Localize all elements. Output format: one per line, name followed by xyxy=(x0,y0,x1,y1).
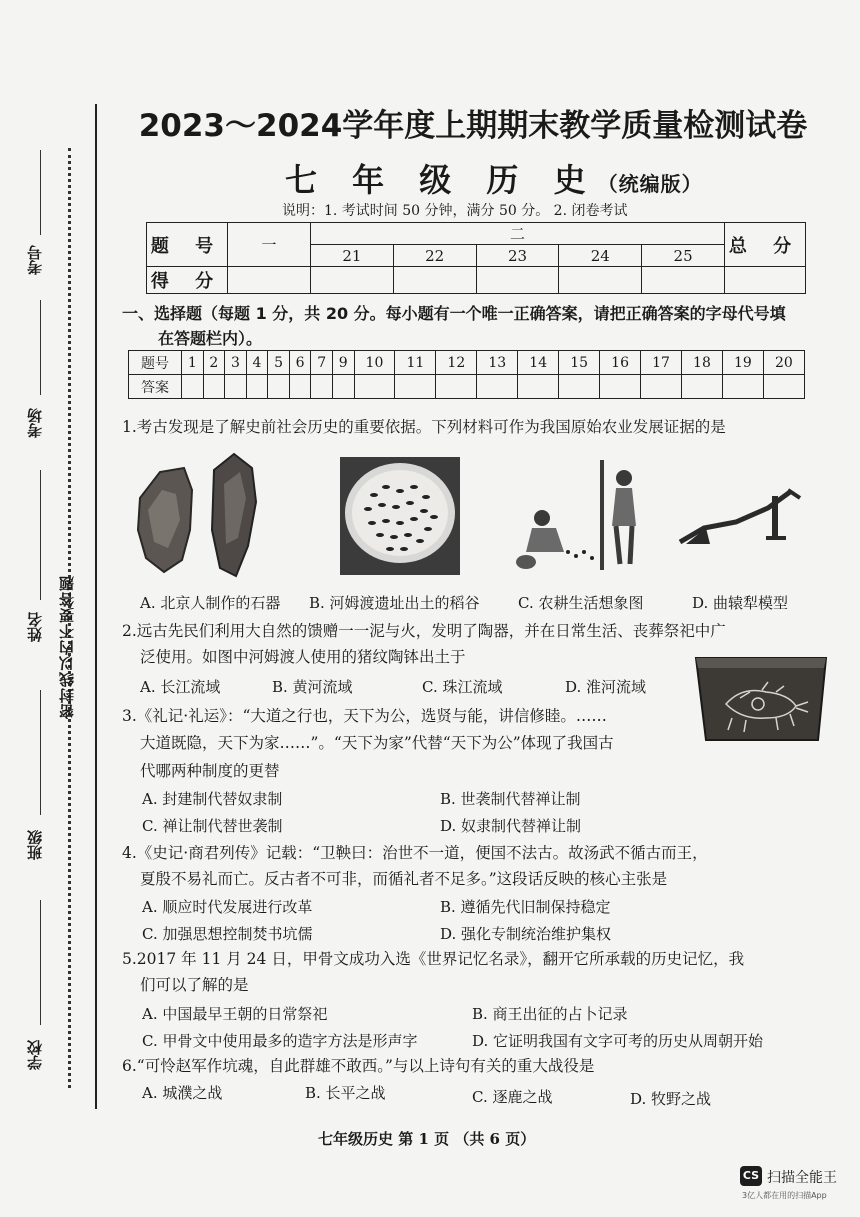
q4-option-d: D. 强化专制统治维护集权 xyxy=(440,925,612,943)
q5-option-d: D. 它证明我国有文字可考的历史从周朝开始 xyxy=(472,1032,764,1050)
score-col: 23 xyxy=(476,245,559,267)
answer-cell[interactable] xyxy=(559,375,600,399)
answer-cell[interactable] xyxy=(641,375,682,399)
q6-option-a: A. 城濮之战 xyxy=(142,1084,223,1102)
q2-line2: 泛使用。如图中河姆渡人使用的猪纹陶钵出土于 xyxy=(140,648,466,666)
answer-cell[interactable] xyxy=(763,375,804,399)
curved-plow-image xyxy=(676,488,806,548)
edition: （统编版） xyxy=(597,172,703,196)
answer-cell[interactable] xyxy=(289,375,311,399)
answer-cell[interactable] xyxy=(311,375,333,399)
score-table xyxy=(146,222,806,294)
class-label: 班级 xyxy=(26,830,44,860)
rice-grain-image xyxy=(340,457,460,575)
score-cell[interactable] xyxy=(559,267,642,294)
score-cell[interactable] xyxy=(642,267,725,294)
q4-option-b: B. 遵循先代旧制保持稳定 xyxy=(440,898,611,916)
answer-label-no: 题号 xyxy=(129,351,182,375)
stone-tools-image xyxy=(132,450,267,590)
exam-note: 说明：1. 考试时间 50 分钟，满分 50 分。 2. 闭卷考试 xyxy=(282,203,628,219)
answer-number: 14 xyxy=(518,351,559,375)
q2-option-b: B. 黄河流域 xyxy=(272,678,353,696)
q6-option-c: C. 逐鹿之战 xyxy=(472,1088,553,1106)
brand-tagline: 3亿人都在用的扫描App xyxy=(742,1191,827,1200)
answer-cell[interactable] xyxy=(182,375,204,399)
answer-cell[interactable] xyxy=(477,375,518,399)
answer-number: 16 xyxy=(600,351,641,375)
answer-cell[interactable] xyxy=(518,375,559,399)
answer-label: 答案 xyxy=(129,375,182,399)
score-label-score: 得 分 xyxy=(147,267,228,294)
q5-line2: 们可以了解的是 xyxy=(140,976,249,994)
q2-option-a: A. 长江流域 xyxy=(140,678,221,696)
answer-number: 9 xyxy=(332,351,354,375)
q5-line1: 5.2017 年 11 月 24 日，甲骨文成功入选《世界记忆名录》，翻开它所承载的历史记忆，我 xyxy=(122,950,745,968)
q2-option-d: D. 淮河流域 xyxy=(565,678,647,696)
q1-option-a: A. 北京人制作的石器 xyxy=(140,594,281,612)
name-blank xyxy=(40,470,41,600)
q2-line1: 2.远古先民们利用大自然的馈赠一一泥与火，发明了陶器，并在日常生活、丧葬祭祀中广 xyxy=(122,622,726,640)
school-label: 学校 xyxy=(26,1040,44,1070)
answer-number: 1 xyxy=(182,351,204,375)
answer-number: 3 xyxy=(225,351,247,375)
q3-option-d: D. 奴隶制代替禅让制 xyxy=(440,817,582,835)
answer-cell[interactable] xyxy=(722,375,763,399)
answer-cell[interactable] xyxy=(332,375,354,399)
score-part1: 一 xyxy=(228,223,311,267)
q3-line3: 代哪两种制度的更替 xyxy=(140,762,280,780)
q3-option-a: A. 封建制代替奴隶制 xyxy=(142,790,283,808)
answer-number: 15 xyxy=(559,351,600,375)
exam-no-blank xyxy=(40,150,41,235)
class-blank xyxy=(40,690,41,815)
answer-number: 10 xyxy=(354,351,395,375)
answer-number: 2 xyxy=(203,351,225,375)
answer-number: 19 xyxy=(722,351,763,375)
cs-logo-icon: CS xyxy=(740,1166,762,1186)
seal-warning: 密封线以内不要答题 xyxy=(58,575,76,719)
q6-option-b: B. 长平之战 xyxy=(305,1084,386,1102)
subject-name: 七 年 级 历 史 xyxy=(285,161,598,199)
q6-stem: 6.“可怜赵军作坑魂，自此群雄不敢西。”与以上诗句有关的重大战役是 xyxy=(122,1057,595,1075)
answer-number: 18 xyxy=(682,351,723,375)
answer-cell[interactable] xyxy=(203,375,225,399)
q2-option-c: C. 珠江流域 xyxy=(422,678,503,696)
section1-line2: 在答题栏内）。 xyxy=(158,329,263,348)
q5-option-a: A. 中国最早王朝的日常祭祀 xyxy=(142,1005,328,1023)
answer-number: 12 xyxy=(436,351,477,375)
score-total-label: 总 分 xyxy=(725,223,806,267)
q6-option-d: D. 牧野之战 xyxy=(630,1090,712,1108)
score-cell[interactable] xyxy=(311,267,394,294)
q3-line1: 3.《礼记·礼运》：“大道之行也，天下为公，选贤与能，讲信修睦。…… xyxy=(122,707,607,725)
section1-line1: 一、选择题（每题 1 分，共 20 分。每小题有一个唯一正确答案，请把正确答案的字母代号填 xyxy=(122,304,786,323)
room-label: 考场 xyxy=(26,408,44,438)
score-col: 22 xyxy=(393,245,476,267)
name-label: 姓名 xyxy=(26,612,44,642)
pig-pattern-pottery-image xyxy=(692,652,830,748)
q1-stem: 1.考古发现是了解史前社会历史的重要依据。下列材料可作为我国原始农业发展证据的是 xyxy=(122,418,726,436)
answer-number: 17 xyxy=(641,351,682,375)
brand-name: 扫描全能王 xyxy=(767,1170,837,1186)
q4-line2: 夏殷不易礼而亡。反古者不可非，而循礼者不足多。”这段话反映的核心主张是 xyxy=(140,870,668,888)
answer-cell[interactable] xyxy=(436,375,477,399)
q3-line2: 大道既隐，天下为家……”。“天下为家”代替“天下为公”体现了我国古 xyxy=(140,734,614,752)
q4-option-a: A. 顺应时代发展进行改革 xyxy=(142,898,313,916)
answer-cell[interactable] xyxy=(682,375,723,399)
q5-option-b: B. 商王出征的占卜记录 xyxy=(472,1005,628,1023)
score-cell[interactable] xyxy=(725,267,806,294)
score-col: 21 xyxy=(311,245,394,267)
answer-number: 7 xyxy=(311,351,333,375)
q1-option-c: C. 农耕生活想象图 xyxy=(518,594,644,612)
answer-cell[interactable] xyxy=(600,375,641,399)
answer-number: 11 xyxy=(395,351,436,375)
answer-cell[interactable] xyxy=(246,375,268,399)
score-col: 24 xyxy=(559,245,642,267)
q5-option-c: C. 甲骨文中使用最多的造字方法是形声字 xyxy=(142,1032,418,1050)
q4-option-c: C. 加强思想控制焚书坑儒 xyxy=(142,925,313,943)
room-blank xyxy=(40,300,41,395)
q1-option-b: B. 河姆渡遗址出土的稻谷 xyxy=(309,594,480,612)
q3-option-b: B. 世袭制代替禅让制 xyxy=(440,790,581,808)
page-footer: 七年级历史 第 1 页 （共 6 页） xyxy=(318,1130,536,1148)
score-cell[interactable] xyxy=(476,267,559,294)
answer-cell[interactable] xyxy=(225,375,247,399)
score-col: 25 xyxy=(642,245,725,267)
answer-number: 5 xyxy=(268,351,290,375)
exam-title: 2023～2024学年度上期期末教学质量检测试卷 xyxy=(138,108,808,144)
q4-line1: 4.《史记·商君列传》记载：“卫鞅曰：治世不一道，便国不法古。故汤武不循古而王， xyxy=(122,844,708,862)
subject-title xyxy=(285,155,703,201)
q3-option-c: C. 禅让制代替世袭制 xyxy=(142,817,283,835)
answer-number: 6 xyxy=(289,351,311,375)
answer-cell[interactable] xyxy=(395,375,436,399)
score-part2: 二 xyxy=(311,223,725,245)
section1-title xyxy=(122,301,822,351)
binding-line xyxy=(95,104,97,1109)
answer-number: 4 xyxy=(246,351,268,375)
farming-life-image xyxy=(512,456,647,574)
score-label-no: 题 号 xyxy=(147,223,228,267)
score-cell[interactable] xyxy=(228,267,311,294)
answer-cell[interactable] xyxy=(268,375,290,399)
exam-no-label: 考号 xyxy=(26,245,44,275)
answer-number: 20 xyxy=(763,351,804,375)
answer-table xyxy=(128,350,805,399)
answer-number: 13 xyxy=(477,351,518,375)
score-cell[interactable] xyxy=(393,267,476,294)
answer-cell[interactable] xyxy=(354,375,395,399)
q1-option-d: D. 曲辕犁模型 xyxy=(692,594,789,612)
school-blank xyxy=(40,900,41,1025)
